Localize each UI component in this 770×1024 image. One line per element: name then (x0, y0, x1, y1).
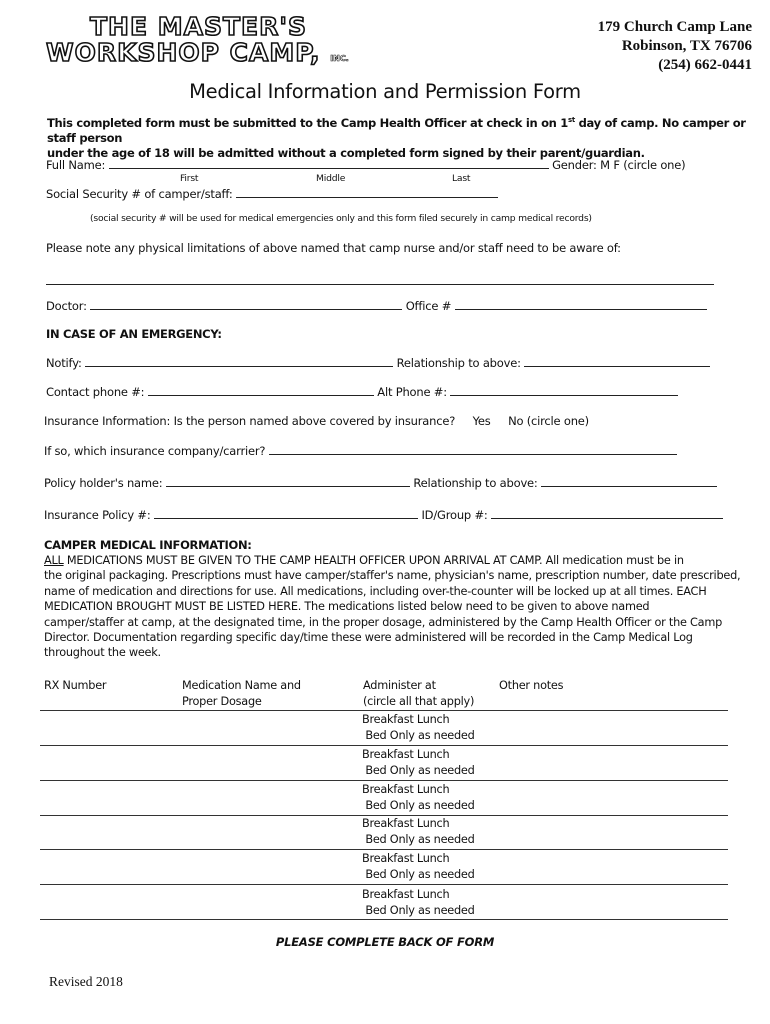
relationship-label: Relationship to above: (396, 356, 521, 370)
insurance-company-label: If so, which insurance company/carrier? (44, 444, 266, 458)
alt-phone-field[interactable] (450, 385, 678, 396)
admin-header-line2: (circle all that apply) (363, 695, 475, 708)
med-header-line1: Medication Name and (182, 679, 301, 692)
first-sublabel: First (180, 173, 199, 184)
insurance-info-label: Insurance Information: Is the person named above covered by insurance? (44, 414, 456, 428)
row-admin-line1: Breakfast Lunch (362, 817, 450, 830)
row-admin-line2: Bed Only as needed (362, 833, 475, 846)
insurance-policy-label: Insurance Policy #: (44, 508, 151, 522)
table-divider (40, 849, 728, 850)
insurance-no[interactable]: No (circle one) (508, 414, 589, 428)
gender-label: Gender: M F (circle one) (552, 158, 686, 172)
page-title: Medical Information and Permission Form (189, 80, 581, 103)
intro-notice (47, 113, 747, 161)
policy-row (44, 508, 723, 522)
rx-header: RX Number (44, 679, 107, 692)
limitations-field[interactable] (46, 284, 714, 285)
logo-line2 (46, 38, 349, 72)
table-row[interactable] (362, 887, 475, 919)
ssn-label: Social Security # of camper/staff: (46, 187, 233, 201)
ssn-row (46, 187, 498, 201)
row-admin-line2: Bed Only as needed (362, 904, 475, 917)
medical-line1: MEDICATIONS MUST BE GIVEN TO THE CAMP HEALTH OFFICER UPON ARRIVAL AT CAMP. All medication must be in (63, 554, 684, 567)
alt-phone-label: Alt Phone #: (377, 385, 447, 399)
row-admin-line2: Bed Only as needed (362, 764, 475, 777)
table-row[interactable] (362, 782, 475, 814)
middle-sublabel: Middle (316, 173, 346, 184)
doctor-label: Doctor: (46, 299, 87, 313)
office-label: Office # (405, 299, 452, 313)
contact-phone-label: Contact phone #: (46, 385, 145, 399)
address-city: Robinson, TX 76706 (621, 38, 752, 54)
insurance-company-row (44, 444, 677, 458)
full-name-row (46, 158, 685, 172)
table-divider (40, 884, 728, 885)
row-admin-line2: Bed Only as needed (362, 729, 475, 742)
insurance-yes[interactable]: Yes (472, 414, 491, 428)
relationship-field[interactable] (524, 356, 710, 367)
medical-line4: MEDICATION BROUGHT MUST BE LISTED HERE. The medications listed below need to be given to above named (44, 600, 650, 614)
footer-note: PLEASE COMPLETE BACK OF FORM (275, 935, 495, 949)
row-admin-line1: Breakfast Lunch (362, 888, 450, 901)
insurance-policy-field[interactable] (154, 508, 418, 519)
medical-line5: camper/staffer at camp, at the designated time, in the proper dosage, administered by the Camp Health Officer or the Camp (44, 615, 723, 629)
notify-row (46, 356, 710, 370)
medical-all: ALL (44, 554, 64, 567)
ssn-note: (social security # will be used for medical emergencies only and this form filed securely in camp medical records) (90, 213, 592, 224)
table-row[interactable] (362, 747, 475, 779)
address-street: 179 Church Camp Lane (597, 19, 752, 35)
logo-inc: INC. (330, 54, 349, 63)
limitations-label: Please note any physical limitations of above named that camp nurse and/or staff need to be aware of: (46, 241, 621, 255)
policy-holder-label: Policy holder's name: (44, 476, 163, 490)
medical-line6: Director. Documentation regarding specific day/time these were administered will be recorded in the Camp Medical Log (44, 631, 693, 645)
relationship2-label: Relationship to above: (413, 476, 538, 490)
insurance-row (44, 414, 589, 428)
contact-row (46, 385, 678, 399)
id-group-field[interactable] (491, 508, 723, 519)
med-header (182, 678, 301, 710)
row-admin-line1: Breakfast Lunch (362, 783, 450, 796)
logo-line1: THE MASTER'S (90, 12, 308, 41)
notify-field[interactable] (85, 356, 393, 367)
table-row[interactable] (362, 851, 475, 883)
last-sublabel: Last (452, 173, 471, 184)
medical-line3: name of medication and directions for use. All medications, including over-the-counter will be locked up at all times. EACH (44, 584, 707, 598)
camp-logo (46, 12, 349, 76)
intro-line2: under the age of 18 will be admitted without a completed form signed by their parent/guardian. (47, 145, 645, 160)
full-name-label: Full Name: (46, 158, 106, 172)
row-admin-line1: Breakfast Lunch (362, 748, 450, 761)
admin-header (363, 678, 474, 710)
table-row[interactable] (362, 712, 475, 744)
camp-address (598, 18, 752, 75)
logo-line2-text: WORKSHOP CAMP, (46, 38, 321, 67)
insurance-company-field[interactable] (269, 444, 677, 455)
row-admin-line1: Breakfast Lunch (362, 852, 450, 865)
emergency-heading: IN CASE OF AN EMERGENCY: (46, 327, 222, 341)
address-phone: (254) 662-0441 (658, 57, 752, 73)
table-divider (40, 919, 728, 920)
row-admin-line2: Bed Only as needed (362, 799, 475, 812)
table-divider (40, 780, 728, 781)
office-field[interactable] (455, 299, 707, 310)
doctor-row (46, 299, 707, 313)
medical-line7: throughout the week. (44, 646, 161, 660)
revised-date: Revised 2018 (49, 974, 123, 989)
full-name-field[interactable] (109, 158, 549, 169)
row-admin-line2: Bed Only as needed (362, 868, 475, 881)
intro-line1-b: day of camp. No camper or staff person (47, 115, 746, 145)
med-header-line2: Proper Dosage (182, 695, 262, 708)
intro-sup: st (567, 116, 575, 124)
relationship2-field[interactable] (541, 476, 717, 487)
medical-heading: CAMPER MEDICAL INFORMATION: (44, 538, 252, 552)
medical-paragraph (44, 553, 754, 661)
notes-header: Other notes (499, 679, 564, 692)
table-divider (40, 710, 728, 711)
notify-label: Notify: (46, 356, 82, 370)
policy-holder-field[interactable] (166, 476, 410, 487)
doctor-field[interactable] (90, 299, 402, 310)
ssn-field[interactable] (236, 187, 498, 198)
id-group-label: ID/Group #: (421, 508, 488, 522)
table-divider (40, 745, 728, 746)
contact-phone-field[interactable] (148, 385, 374, 396)
row-admin-line1: Breakfast Lunch (362, 713, 450, 726)
policy-holder-row (44, 476, 717, 490)
intro-line1-a: This completed form must be submitted to the Camp Health Officer at check in on 1 (47, 115, 568, 130)
admin-header-line1: Administer at (363, 679, 436, 692)
table-row[interactable] (362, 816, 475, 848)
medical-line2: the original packaging. Prescriptions must have camper/staffer's name, physician's name, prescription number, date prescribed, (44, 569, 741, 583)
